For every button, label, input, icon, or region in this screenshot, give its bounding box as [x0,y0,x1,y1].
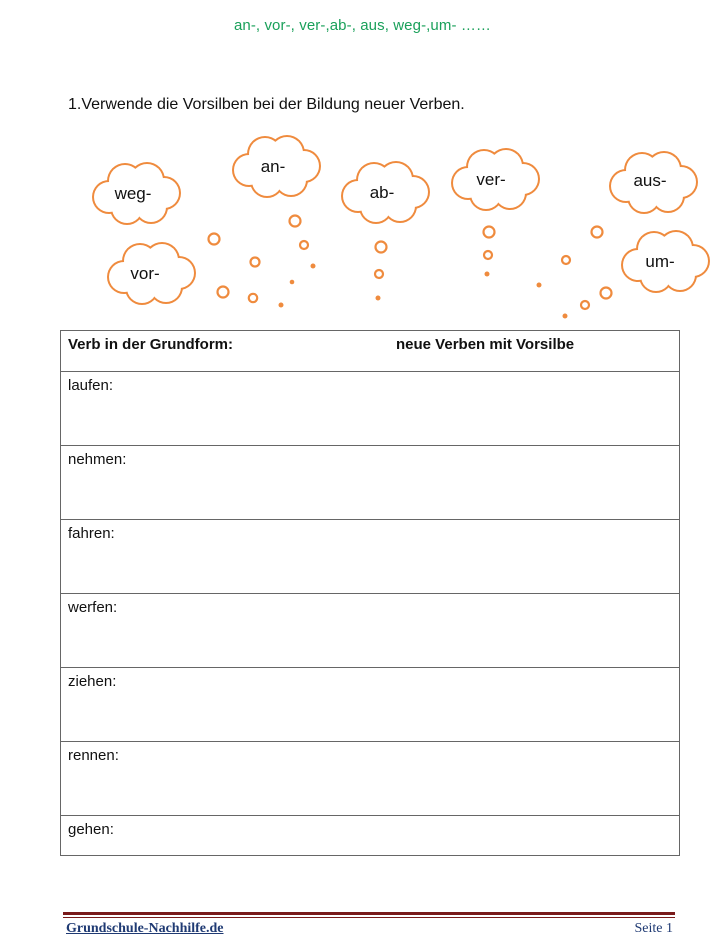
cloud-an-label: an- [260,157,286,176]
cloud-ab-label: ab- [369,183,395,202]
footer-divider-thin [63,917,675,918]
table-row [61,372,680,446]
verb-worksheet-table [60,330,680,856]
table-header-cell [61,331,680,372]
answer-cell-gehen[interactable] [61,816,680,856]
answer-cell-werfen[interactable] [61,594,680,668]
cloud-an [232,135,321,198]
cloud-weg-label: weg- [114,184,152,203]
prefix-clouds-illustration [0,130,725,330]
verb-label: laufen: [68,377,114,394]
answer-cell-fahren[interactable] [61,520,680,594]
task-instruction: 1.Verwende die Vorsilben bei der Bildung neuer Verben. [68,96,465,113]
table-row [61,742,680,816]
verb-label: rennen: [68,747,119,764]
cloud-um [621,230,710,293]
cloud-vor [107,242,196,305]
cloud-ab [341,161,430,224]
footer-divider [63,912,675,915]
cloud-um-label: um- [645,252,675,271]
cloud-ver-label: ver- [476,170,506,189]
answer-cell-ziehen[interactable] [61,668,680,742]
answer-cell-rennen[interactable] [61,742,680,816]
verb-label: fahren: [68,525,115,542]
table-row [61,594,680,668]
thought-bubbles [209,216,612,310]
answer-cell-nehmen[interactable] [61,446,680,520]
table-row [61,446,680,520]
cloud-weg [92,162,181,225]
thought-dots [279,264,568,319]
table-row [61,816,680,856]
cloud-aus [609,151,698,214]
table-row [61,668,680,742]
table-row [61,520,680,594]
cloud-ver [451,148,540,211]
header-base-form: Verb in der Grundform: [68,336,234,353]
header-new-verbs: neue Verben mit Vorsilbe [396,336,575,353]
verb-label: werfen: [68,599,118,616]
prefix-list-header: an-, vor-, ver-,ab-, aus, weg-,um- …… [233,17,492,34]
verb-label: ziehen: [68,673,117,690]
table-header-row [61,331,680,372]
cloud-aus-label: aus- [633,171,667,190]
cloud-vor-label: vor- [130,264,160,283]
footer-site-link[interactable]: Grundschule-Nachhilfe.de [66,921,224,936]
verb-label: gehen: [68,821,114,838]
footer-page-number: Seite 1 [634,921,673,936]
verb-label: nehmen: [68,451,127,468]
answer-cell-laufen[interactable] [61,372,680,446]
